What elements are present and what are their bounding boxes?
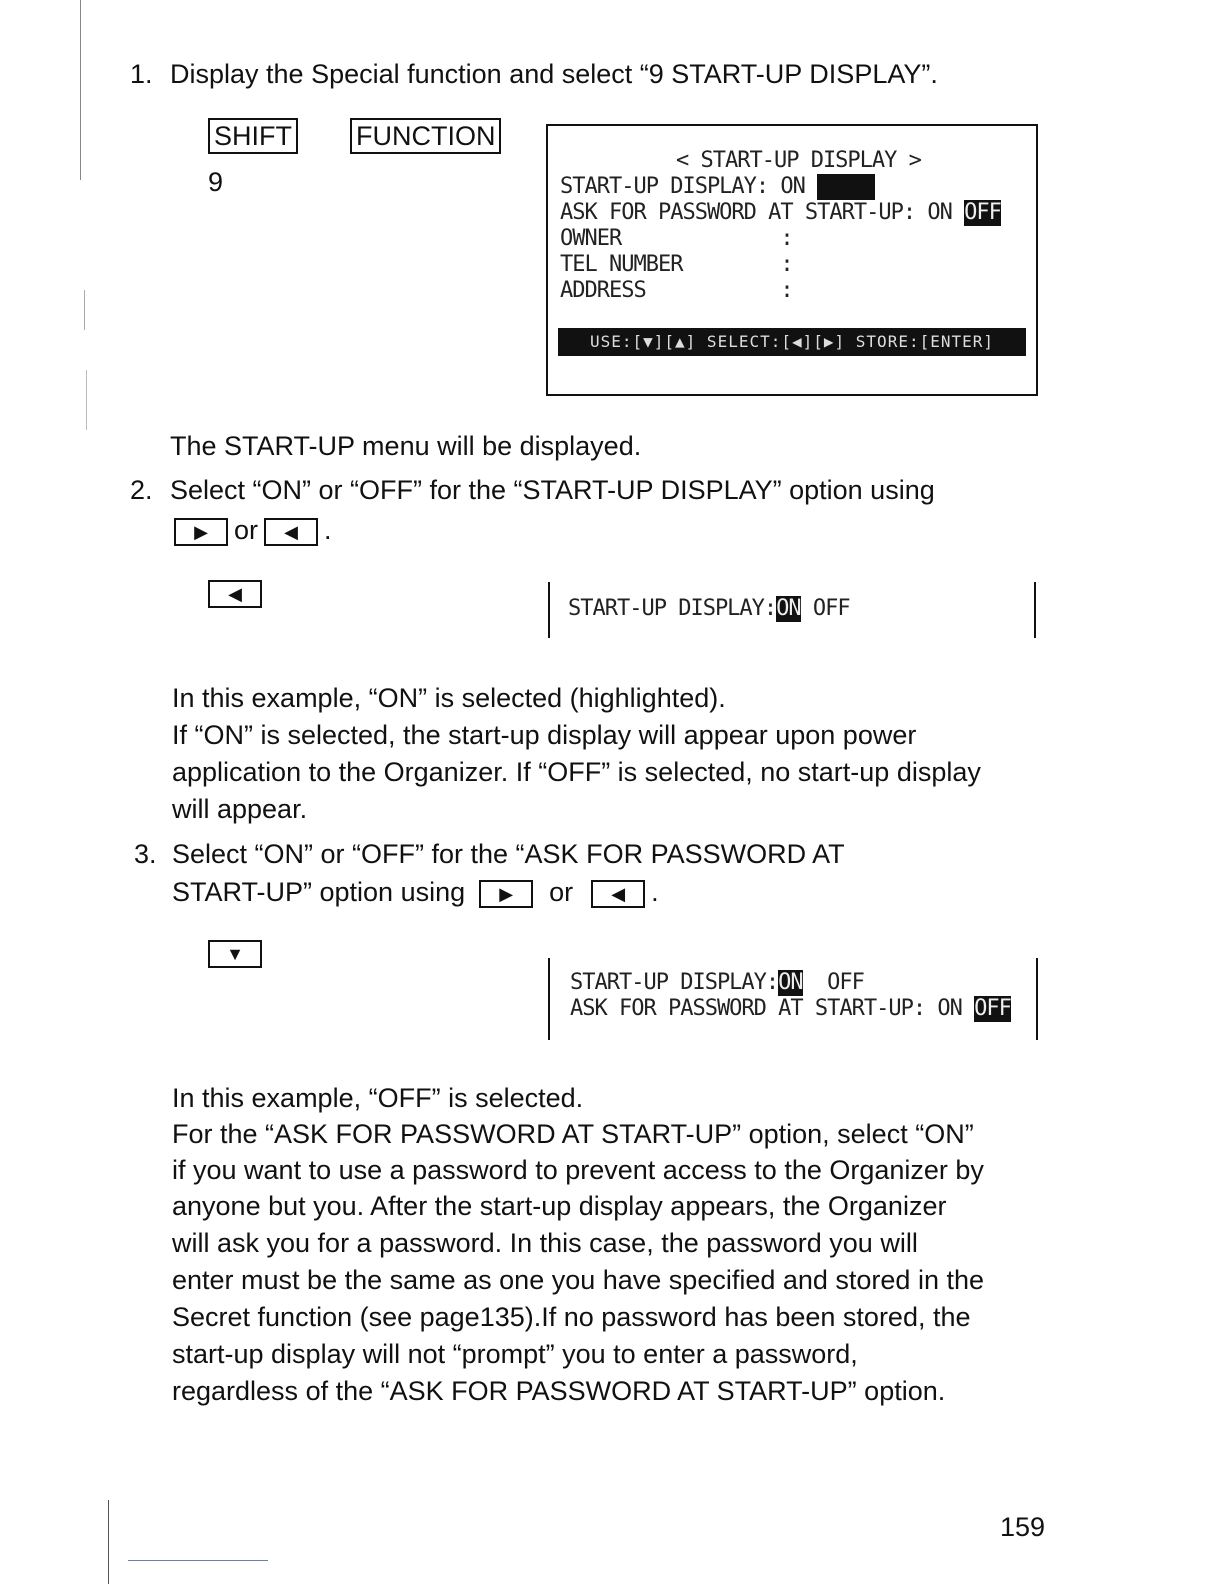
screen-line-password xyxy=(560,200,1001,226)
startup-on-highlight: ON xyxy=(776,596,801,621)
step-1-number: 1. xyxy=(130,59,153,89)
step-3-line2-text: START-UP” option using xyxy=(172,877,466,907)
startup-off-highlight xyxy=(817,174,875,200)
screen-frame-left xyxy=(548,582,550,638)
period: . xyxy=(324,515,332,545)
step-3-para-4: anyone but you. After the start-up display appears, the Organizer xyxy=(172,1191,947,1221)
password-off-value: OFF xyxy=(964,200,1001,225)
footer-rule xyxy=(128,1560,268,1561)
function-key: FUNCTION xyxy=(350,118,501,154)
step-3-para-5: will ask you for a password. In this case, the password you will xyxy=(172,1228,918,1258)
screen-title: < START-UP DISPLAY > xyxy=(676,148,921,173)
step-2-instruction: Select “ON” or “OFF” for the “START-UP DISPLAY” option using xyxy=(170,475,935,505)
margin-line xyxy=(84,290,85,330)
password-label: ASK FOR PASSWORD AT START-UP: ON xyxy=(570,996,975,1021)
margin-line xyxy=(80,0,81,180)
left-arrow-key: ◀ xyxy=(264,518,318,546)
right-arrow-key: ▶ xyxy=(174,518,228,546)
step-1-instruction: Display the Special function and select “9 START-UP DISPLAY”. xyxy=(170,59,938,89)
nine-key: 9 xyxy=(208,167,224,197)
screen-line-address: ADDRESS : xyxy=(560,278,793,303)
startup-off-value: OFF xyxy=(800,596,850,621)
screen-line-startup xyxy=(560,174,875,200)
page-number: 159 xyxy=(1000,1512,1046,1542)
startup-on-highlight: ON xyxy=(778,970,803,995)
screen-frame-right xyxy=(1034,582,1036,638)
password-label: ASK FOR PASSWORD AT START-UP: ON xyxy=(560,200,965,225)
step-3-instruction-2 xyxy=(172,874,659,911)
step-3-instruction-1: Select “ON” or “OFF” for the “ASK FOR PASSWORD AT xyxy=(172,839,845,869)
margin-line xyxy=(108,1500,109,1584)
step-2-keys-line xyxy=(168,512,332,549)
screen-help-bar: USE:[▼][▲] SELECT:[◀][▶] STORE:[ENTER] xyxy=(558,328,1026,356)
startup-label: START-UP DISPLAY: xyxy=(560,174,781,199)
startup-label: START-UP DISPLAY: xyxy=(568,596,777,621)
step-3-para-8: start-up display will not “prompt” you to enter a password, xyxy=(172,1339,858,1369)
left-arrow-key: ◀ xyxy=(591,880,645,908)
step-3-number: 3. xyxy=(134,839,157,869)
step-3-para-6: enter must be the same as one you have specified and stored in the xyxy=(172,1265,985,1295)
startup-display-line xyxy=(570,970,864,996)
startup-off-value: OFF xyxy=(802,970,864,995)
password-off-highlight: OFF xyxy=(974,996,1011,1021)
margin-line xyxy=(86,370,87,430)
step-2-para-4: will appear. xyxy=(172,794,308,824)
step-1-result: The START-UP menu will be displayed. xyxy=(170,431,642,461)
step-3-para-3: if you want to use a password to prevent access to the Organizer by xyxy=(172,1155,984,1185)
step-3-para-1: In this example, “OFF” is selected. xyxy=(172,1083,584,1113)
down-arrow-key: ▼ xyxy=(208,940,262,968)
or-text: or xyxy=(549,877,574,907)
password-line xyxy=(570,996,1011,1022)
step-2-para-1: In this example, “ON” is selected (highlighted). xyxy=(172,683,726,713)
step-3-para-2: For the “ASK FOR PASSWORD AT START-UP” option, select “ON” xyxy=(172,1119,974,1149)
startup-on-value: ON xyxy=(780,174,805,199)
step-2-para-2: If “ON” is selected, the start-up display will appear upon power xyxy=(172,720,917,750)
or-text: or xyxy=(234,515,259,545)
right-arrow-key: ▶ xyxy=(479,880,533,908)
screen-frame-right xyxy=(1036,958,1038,1040)
step-3-para-7: Secret function (see page135).If no password has been stored, the xyxy=(172,1302,971,1332)
period: . xyxy=(651,877,659,907)
screen-frame-left xyxy=(548,958,550,1040)
startup-label: START-UP DISPLAY: xyxy=(570,970,779,995)
startup-display-line xyxy=(568,596,850,622)
shift-key: SHIFT xyxy=(208,118,298,154)
startup-display-screen xyxy=(546,124,1038,396)
step-3-para-9: regardless of the “ASK FOR PASSWORD AT START-UP” option. xyxy=(172,1376,946,1406)
step-2-number: 2. xyxy=(130,475,153,505)
screen-line-tel: TEL NUMBER : xyxy=(560,252,793,277)
step-2-para-3: application to the Organizer. If “OFF” is selected, no start-up display xyxy=(172,757,981,787)
left-arrow-key: ◀ xyxy=(208,580,262,608)
screen-line-owner: OWNER : xyxy=(560,226,793,251)
